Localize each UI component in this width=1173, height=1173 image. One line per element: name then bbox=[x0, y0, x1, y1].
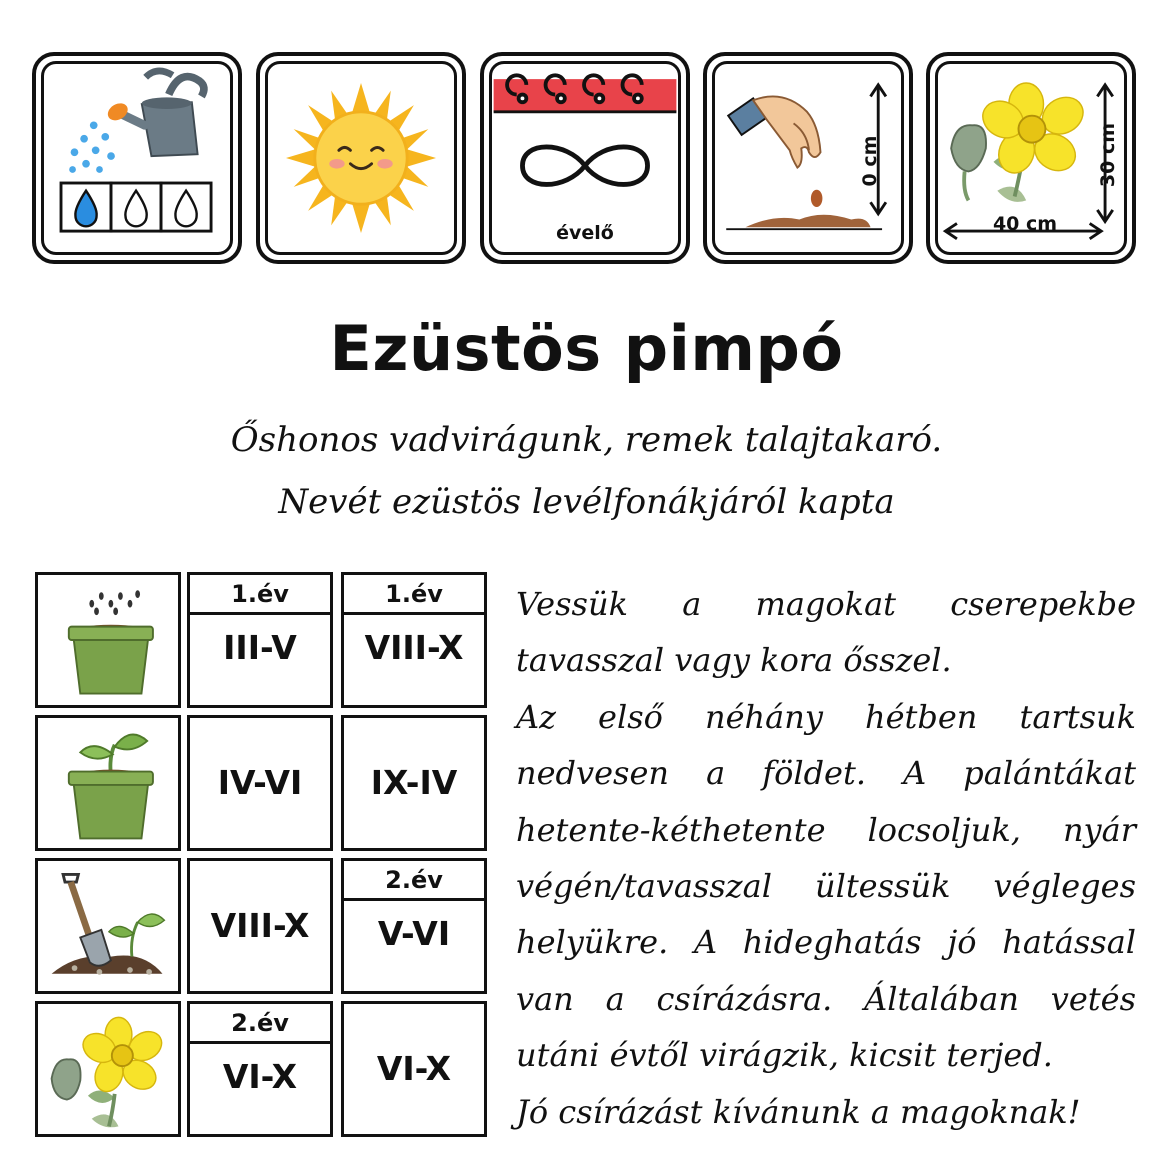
year-label: 2.év bbox=[344, 861, 484, 901]
lifecycle-label: évelő bbox=[556, 222, 614, 244]
period-label: IX-IV bbox=[370, 763, 458, 802]
sun-icon bbox=[260, 56, 462, 260]
schedule-cell bbox=[187, 858, 333, 994]
sowing-depth-card bbox=[703, 52, 913, 264]
instructions-paragraph-2: Az első néhány hétben tartsuk nedvesen a földet. A palántákat hetente-kéthetente locsoljuk, nyár végén/tavasszal ültessük végleges helyükre. A hideghatás jó hatással van a csírázásra. Általában vetés utáni évtől virágzik, kicsit terjed. bbox=[516, 697, 1136, 1075]
schedule-cell bbox=[341, 858, 487, 994]
year-label: 1.év bbox=[190, 575, 330, 615]
year-label: 2.év bbox=[190, 1004, 330, 1044]
schedule-cell bbox=[341, 1001, 487, 1137]
schedule-cell bbox=[341, 572, 487, 708]
instructions-paragraph-3: Jó csírázást kívánunk a magoknak! bbox=[516, 1092, 1081, 1131]
plant-width-label: 40 cm bbox=[992, 213, 1058, 235]
stage-icon-cell bbox=[35, 715, 181, 851]
period-label: VIII-X bbox=[210, 906, 310, 945]
period-label: V-VI bbox=[377, 914, 451, 953]
stage-icon-cell bbox=[35, 572, 181, 708]
sun-card bbox=[256, 52, 466, 264]
period-label: VIII-X bbox=[364, 628, 464, 667]
period-label: VI-X bbox=[376, 1049, 452, 1088]
page-title: Ezüstös pimpó bbox=[329, 312, 844, 385]
stage-icon-cell bbox=[35, 1001, 181, 1137]
period-label: VI-X bbox=[222, 1057, 298, 1096]
subtitle-line-1: Őshonos vadvirágunk, remek talajtakaró. bbox=[230, 420, 943, 460]
shovel-planting-icon bbox=[38, 861, 178, 991]
period-label: III-V bbox=[223, 628, 297, 667]
lifecycle-card bbox=[480, 52, 690, 264]
flower-icon bbox=[38, 1004, 178, 1134]
stage-icon-cell bbox=[35, 858, 181, 994]
period-label: IV-VI bbox=[217, 763, 303, 802]
schedule-cell bbox=[341, 715, 487, 851]
schedule-cell bbox=[187, 1001, 333, 1137]
watering-card bbox=[32, 52, 242, 264]
instructions-paragraph-1: Vessük a magokat cserepekbe tavasszal vagy kora ősszel. bbox=[516, 585, 1136, 680]
seedling-pot-icon bbox=[38, 718, 178, 848]
subtitle-line-2: Nevét ezüstös levélfonákjáról kapta bbox=[278, 482, 895, 522]
schedule-cell bbox=[187, 572, 333, 708]
plant-size-card bbox=[926, 52, 1136, 264]
schedule-cell bbox=[187, 715, 333, 851]
plant-height-label: 30 cm bbox=[1097, 122, 1119, 188]
watering-can-icon bbox=[36, 56, 238, 260]
sowing-instructions bbox=[516, 576, 1136, 1140]
year-label: 1.év bbox=[344, 575, 484, 615]
seed-pot-icon bbox=[38, 575, 178, 705]
sowing-depth-label: 0 cm bbox=[859, 135, 881, 187]
